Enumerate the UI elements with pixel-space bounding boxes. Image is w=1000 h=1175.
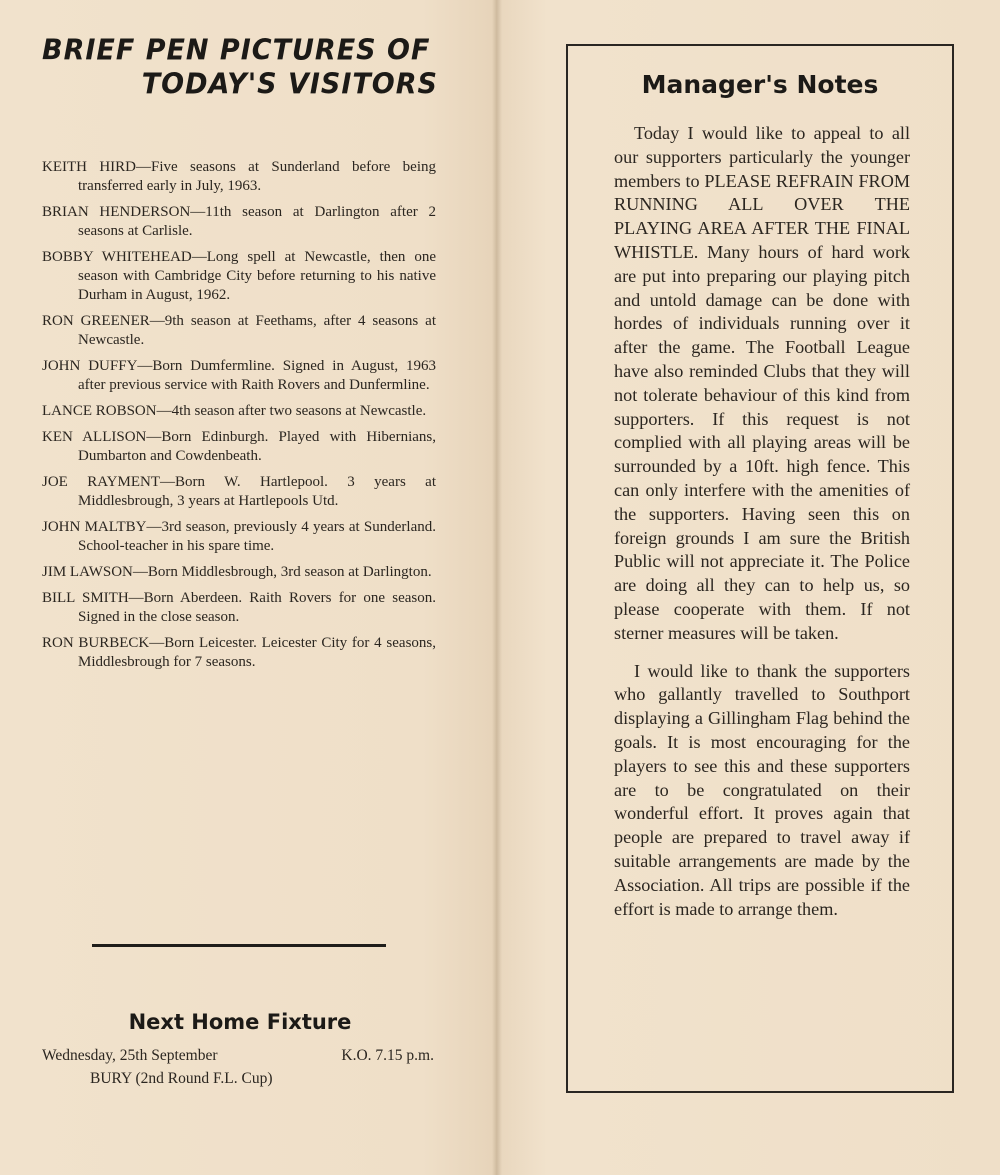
visitor-entry: JIM LAWSON—Born Middlesbrough, 3rd season at Darlington. [42,564,432,580]
fixture-row [42,1047,434,1065]
fixture-opponent: BURY (2nd Round F.L. Cup) [90,1070,273,1087]
visitor-entry: BRIAN HENDERSON—11th season at Darlington after 2 seasons at Carlisle. [42,204,436,239]
visitor-entry: KEN ALLISON—Born Edinburgh. Played with Hibernians, Dumbarton and Cowdenbeath. [42,429,436,464]
visitor-list [42,158,436,679]
visitor-entry: RON BURBECK—Born Leicester. Leicester City for 4 seasons, Middlesbrough for 7 seasons. [42,635,436,670]
managers-notes-box [566,44,954,1093]
managers-notes-body [614,122,910,935]
visitors-heading [42,34,438,102]
managers-notes-title: Manager's Notes [641,70,879,99]
fixture-kickoff: K.O. 7.15 p.m. [341,1047,434,1064]
page-gutter [492,0,502,1175]
notes-paragraph: I would like to thank the supporters who gallantly travelled to Southport displaying a Gillingham Flag behind the goals. It is most encouraging for the players to see this and these supporters are to be congratulated on their wonderful effort. It proves again that people are prepared to travel away if suitable arrangements are made by the Association. All trips are possible if the effort is made to arrange them. [614,660,910,919]
visitor-entry: JOHN DUFFY—Born Dumfermline. Signed in August, 1963 after previous service with Raith Rovers and Dunfermline. [42,358,436,393]
heading-line-2: TODAY'S VISITORS [141,68,438,101]
next-fixture-title: Next Home Fixture [128,1010,352,1034]
visitor-entry: JOE RAYMENT—Born W. Hartlepool. 3 years at Middlesbrough, 3 years at Hartlepools Utd. [42,474,436,509]
visitor-entry: BILL SMITH—Born Aberdeen. Raith Rovers for one season. Signed in the close season. [42,590,436,625]
fixture-date: Wednesday, 25th September [42,1047,218,1064]
notes-paragraph: Today I would like to appeal to all our supporters particularly the younger members to PLEASE REFRAIN FROM RUNNING ALL OVER THE PLAYING AREA AFTER THE FINAL WHISTLE. Many hours of hard work are put into preparing our playing pitch and untold damage can be done with hordes of individuals running over it after the game. The Football League have also reminded Clubs that they will not tolerate behaviour of this kind from supporters. If this request is not complied with all playing areas will be surrounded by a 10ft. high fence. This can only interfere with the amenities of the supporters. Having seen this on foreign grounds I am sure the British Public will not appreciate it. The Police are doing all they can to help us, so please cooperate with them. If not sterner measures will be taken. [614,123,910,643]
visitor-entry: LANCE ROBSON—4th season after two seasons at Newcastle. [42,403,427,419]
section-divider [92,944,386,947]
visitor-entry: RON GREENER—9th season at Feethams, after 4 seasons at Newcastle. [42,313,436,348]
visitor-entry: BOBBY WHITEHEAD—Long spell at Newcastle, then one season with Cambridge City before returning to his native Durham in August, 1962. [42,249,436,303]
heading-line-1: BRIEF PEN PICTURES OF [42,34,431,67]
visitor-entry: KEITH HIRD—Five seasons at Sunderland before being transferred early in July, 1963. [42,159,436,194]
visitor-entry: JOHN MALTBY—3rd season, previously 4 years at Sunderland. School-teacher in his spare time. [42,519,436,554]
